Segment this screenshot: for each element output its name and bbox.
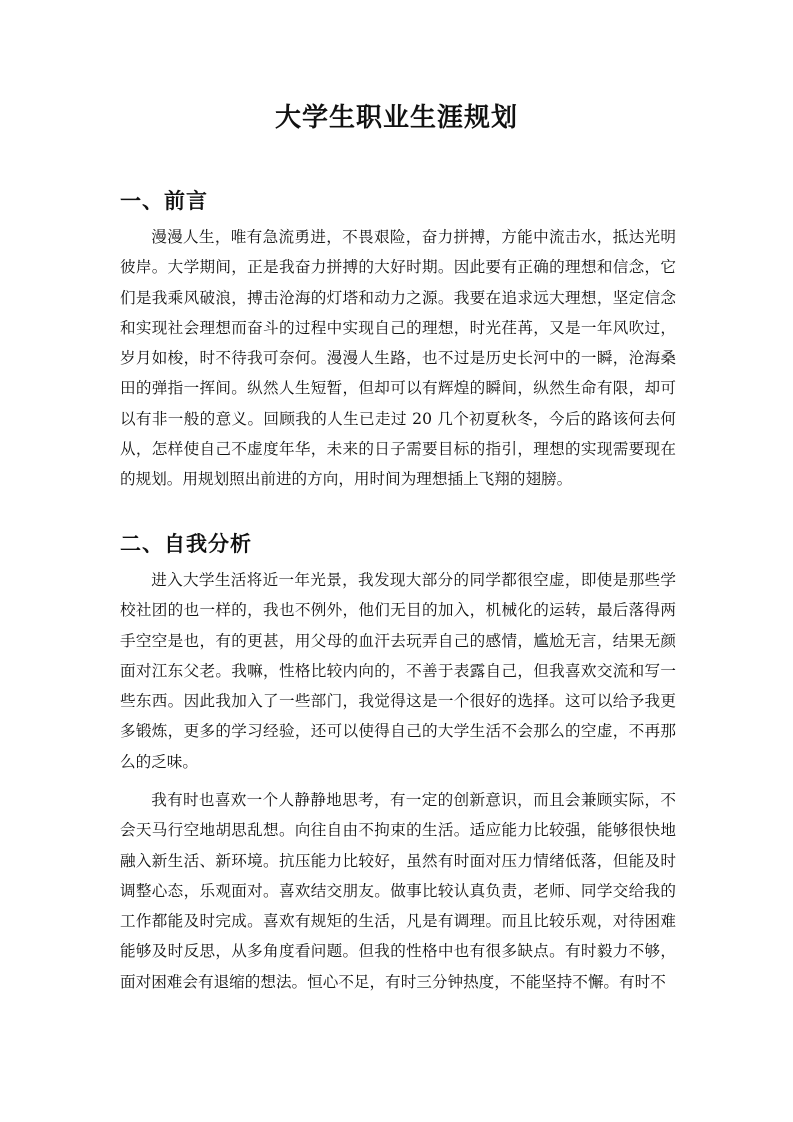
self-analysis-paragraph-2: 我有时也喜欢一个人静静地思考，有一定的创新意识，而且会兼顾实际，不会天马行空地胡思乱想。向往自由不拘束的生活。适应能力比较强，能够很快地融入新生活、新环境。抗压能力比较好，虽然有时面对压力情绪低落，但能及时调整心态，乐观面对。喜欢结交朋友。做事比较认真负责，老师、同学交给我的工作都能及时完成。喜欢有规矩的生活，凡是有调理。而且比较乐观，对待困难能够及时反思，从多角度看问题。但我的性格中也有很多缺点。有时毅力不够，面对困难会有退缩的想法。恒心不足，有时三分钟热度，不能坚持不懈。有时不 [120,791,676,991]
preface-paragraph: 漫漫人生，唯有急流勇进，不畏艰险，奋力拼搏，方能中流击水，抵达光明彼岸。大学期间，正是我奋力拼搏的大好时期。因此要有正确的理想和信念，它们是我乘风破浪，搏击沧海的灯塔和动力之源。我要在追求远大理想，坚定信念和实现社会理想而奋斗的过程中实现自己的理想，时光荏苒，又是一年风吹过，岁月如梭，时不待我可奈何。漫漫人生路，也不过是历史长河中的一瞬，沧海桑田的弹指一挥间。纵然人生短暂，但却可以有辉煌的瞬间，纵然生命有限，却可以有非一般的意义。回顾我的人生已走过 20 几个初夏秋冬，今后的路该何去何从，怎样使自己不虚度年华，未来的日子需要目标的指引，理想的实现需要现在的规划。用规划照出前进的方向，用时间为理想插上飞翔的翅膀。 [120,228,676,489]
self-analysis-paragraph-1: 进入大学生活将近一年光景，我发现大部分的同学都很空虚，即使是那些学校社团的也一样的，我也不例外，他们无目的加入，机械化的运转，最后落得两手空空是也，有的更甚，用父母的血汗去玩弄自己的感情，尴尬无言，结果无颜面对江东父老。我嘛，性格比较内向的，不善于表露自己，但我喜欢交流和写一些东西。因此我加入了一些部门，我觉得这是一个很好的选择。这可以给予我更多锻炼，更多的学习经验，还可以使得自己的大学生活不会那么的空虚，不再那么的乏味。 [120,571,676,771]
section-heading-preface: 一、前言 [120,188,208,213]
section-heading-self-analysis: 二、自我分析 [120,531,252,556]
document-title: 大学生职业生涯规划 [274,103,518,133]
